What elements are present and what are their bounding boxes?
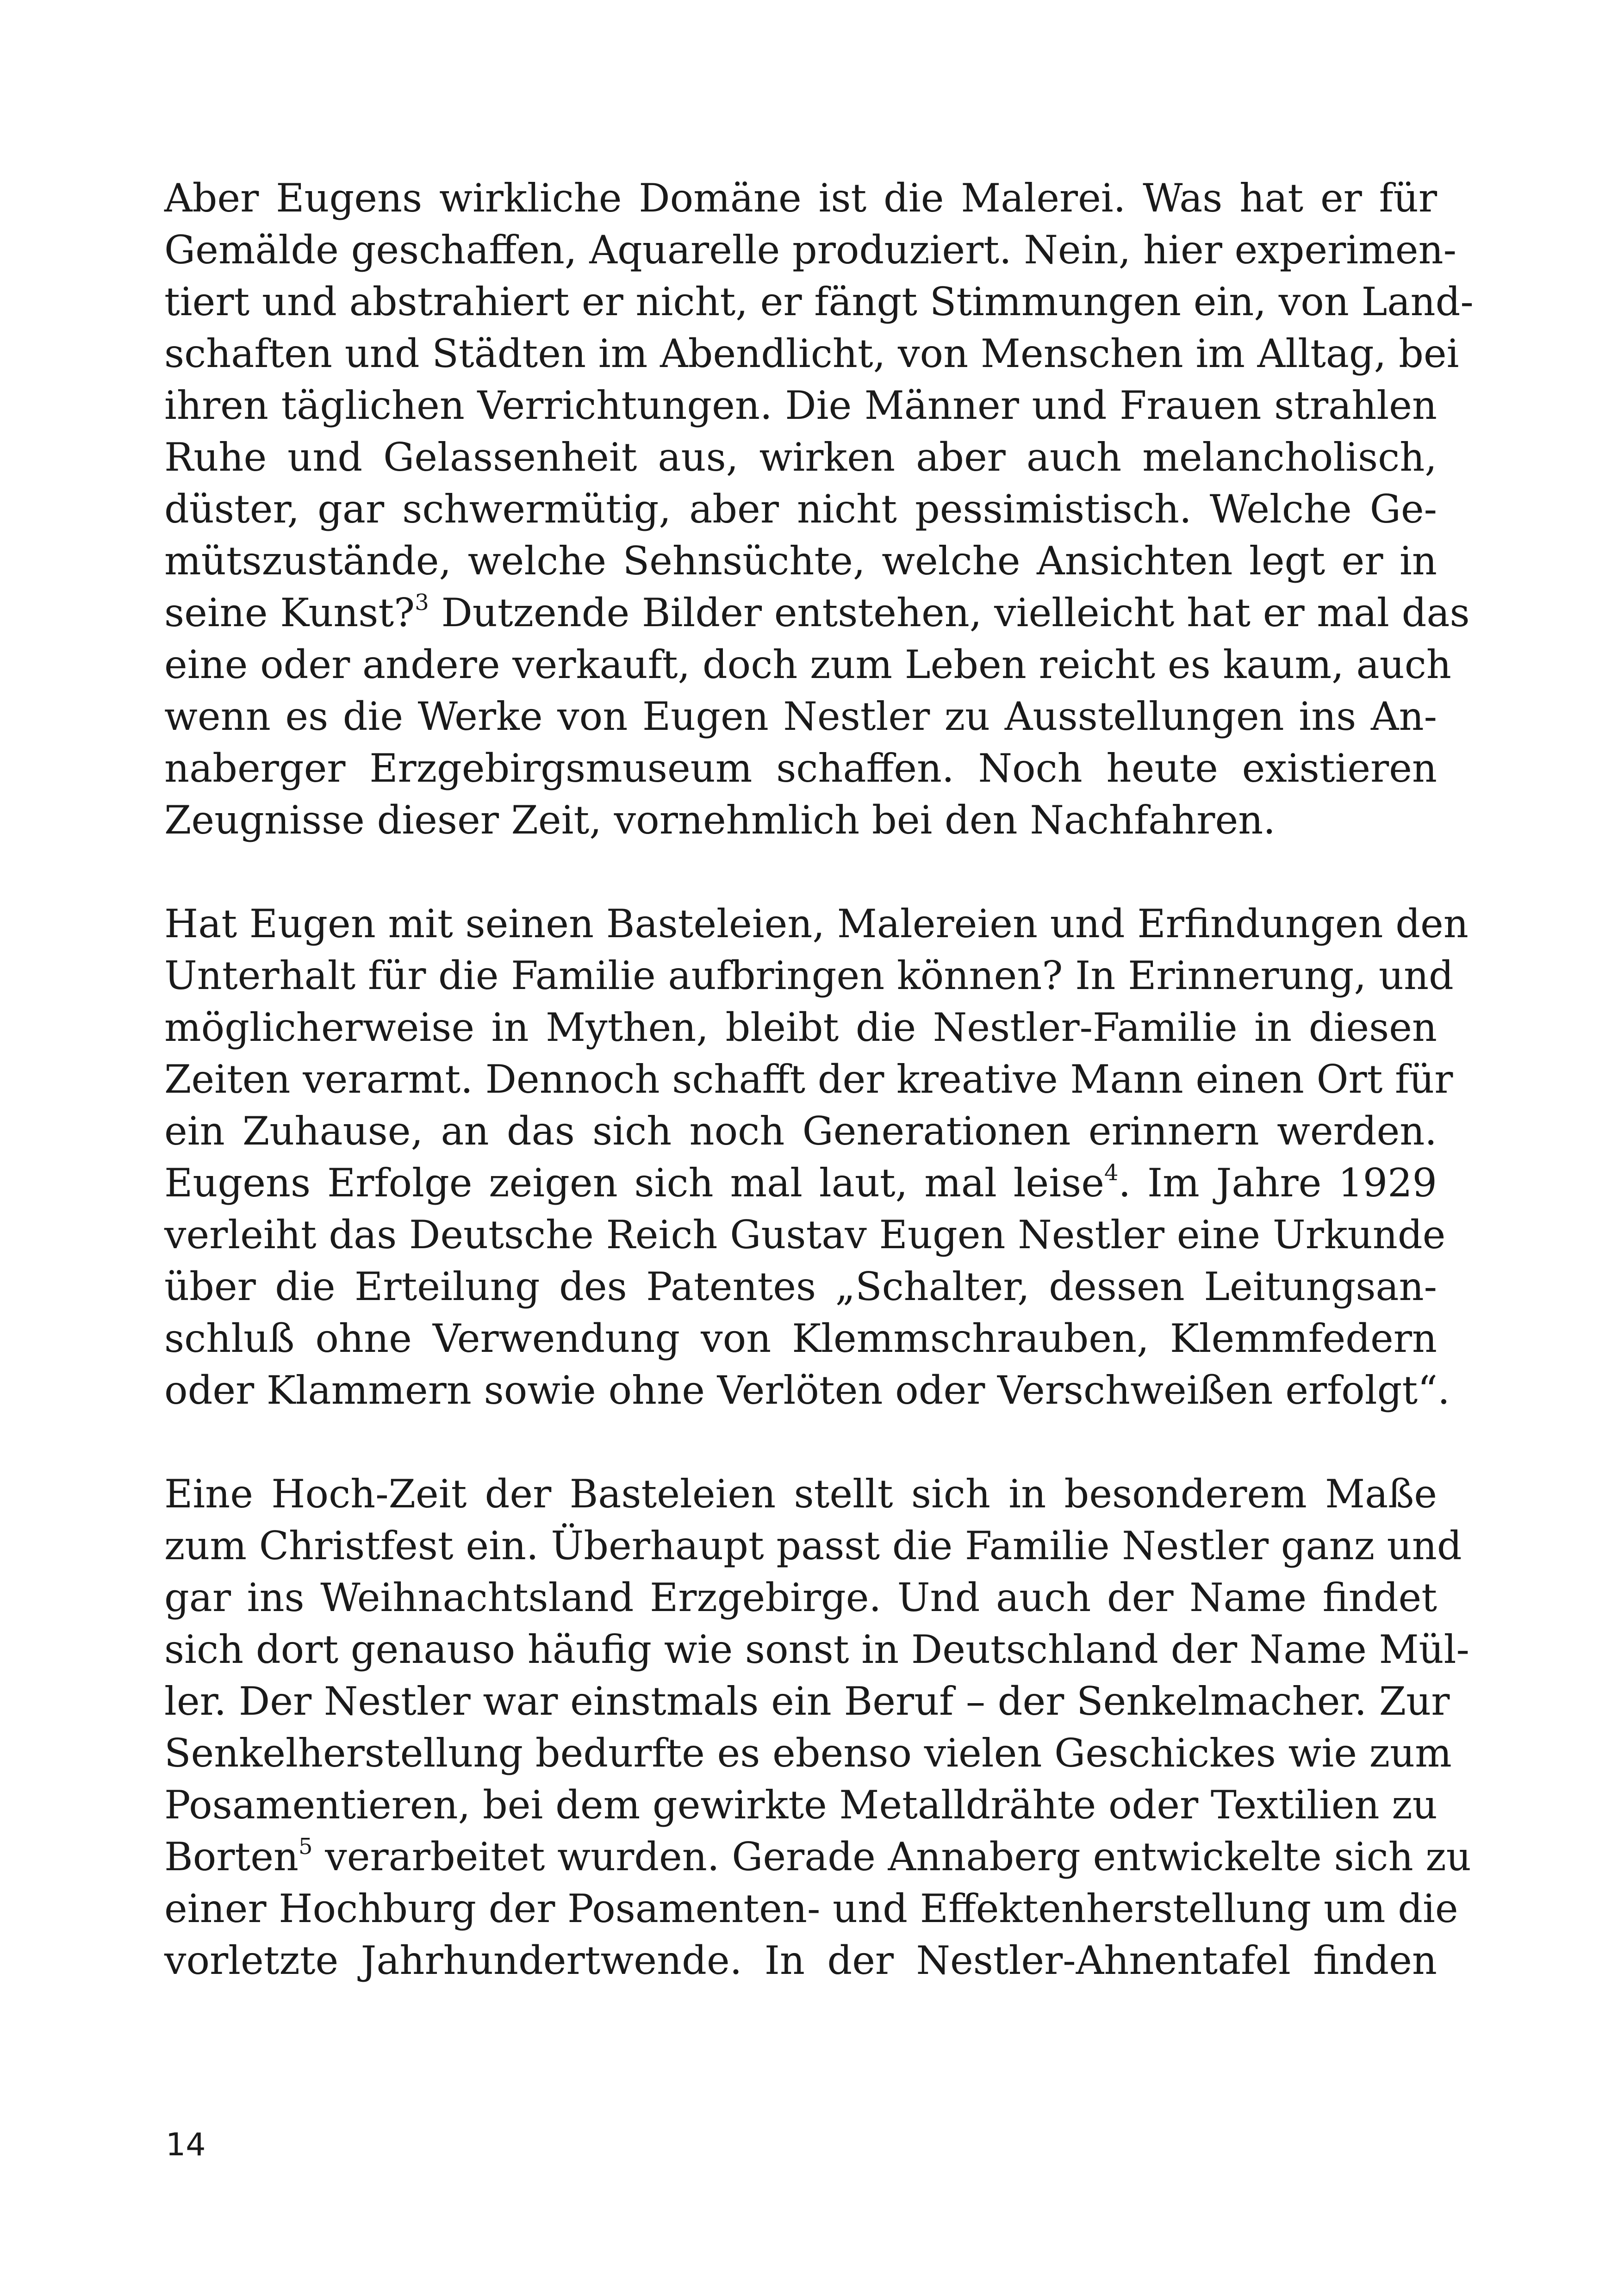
text-line: Unterhalt für die Familie aufbringen können? In Erinnerung, und	[164, 953, 1454, 998]
paragraph-spacer	[164, 1416, 1437, 1468]
text-line-with-footnote	[164, 587, 1470, 639]
footnote-marker: 5	[299, 1834, 313, 1860]
text-line: über die Erteilung des Patentes „Schalter, dessen Leitungsan-	[164, 1264, 1437, 1309]
text-line: vorletzte Jahrhundertwende. In der Nestler-Ahnentafel finden	[164, 1938, 1437, 1983]
line-text: Dutzende Bilder entstehen, vielleicht hat er mal das	[429, 590, 1470, 635]
text-line: möglicherweise in Mythen, bleibt die Nestler-Familie in diesen	[164, 1005, 1437, 1050]
text-line-with-footnote	[164, 1831, 1471, 1883]
text-line: Zeugnisse dieser Zeit, vornehmlich bei den Nachfahren.	[164, 797, 1276, 843]
text-line: Posamentieren, bei dem gewirkte Metalldrähte oder Textilien zu	[164, 1782, 1438, 1828]
body-text	[164, 172, 1474, 1986]
text-line: naberger Erzgebirgsmuseum schaffen. Noch heute existieren	[164, 746, 1437, 791]
text-line: ein Zuhause, an das sich noch Generationen erinnern werden.	[164, 1108, 1437, 1154]
text-line: mütszustände, welche Sehnsüchte, welche Ansichten legt er in	[164, 538, 1437, 584]
paragraph-1	[164, 172, 1474, 846]
line-text: . Im Jahre 1929	[1118, 1160, 1437, 1206]
text-line: ihren täglichen Verrichtungen. Die Männer und Frauen strahlen	[164, 383, 1437, 428]
text-line: verleiht das Deutsche Reich Gustav Eugen Nestler eine Urkunde	[164, 1212, 1446, 1257]
text-line: tiert und abstrahiert er nicht, er fängt Stimmungen ein, von Land-	[164, 279, 1474, 324]
line-text: seine Kunst?	[164, 590, 415, 635]
text-line: schluß ohne Verwendung von Klemmschrauben, Klemmfedern	[164, 1316, 1437, 1361]
paragraph-3	[164, 1468, 1471, 1986]
footnote-marker: 4	[1104, 1160, 1119, 1186]
paragraph-spacer	[164, 846, 1437, 898]
text-line: wenn es die Werke von Eugen Nestler zu Ausstellungen ins An-	[164, 694, 1437, 739]
text-line: gar ins Weihnachtsland Erzgebirge. Und auch der Name findet	[164, 1575, 1437, 1620]
paragraph-2	[164, 898, 1469, 1416]
text-line: zum Christfest ein. Überhaupt passt die Familie Nestler ganz und	[164, 1523, 1462, 1568]
text-line: Zeiten verarmt. Dennoch schafft der kreative Mann einen Ort für	[164, 1057, 1453, 1102]
line-text: verarbeitet wurden. Gerade Annaberg entwickelte sich zu	[312, 1834, 1471, 1879]
text-line: Eine Hoch-Zeit der Basteleien stellt sich in besonderem Maße	[164, 1471, 1437, 1517]
text-line: Ruhe und Gelassenheit aus, wirken aber auch melancholisch,	[164, 435, 1437, 480]
text-line: Aber Eugens wirkliche Domäne ist die Malerei. Was hat er für	[164, 175, 1437, 221]
text-line: einer Hochburg der Posamenten- und Effektenherstellung um die	[164, 1886, 1458, 1931]
text-line: eine oder andere verkauft, doch zum Leben reicht es kaum, auch	[164, 642, 1451, 687]
footnote-marker: 3	[415, 590, 429, 616]
text-line: schaften und Städten im Abendlicht, von Menschen im Alltag, bei	[164, 331, 1459, 376]
text-line: oder Klammern sowie ohne Verlöten oder Verschweißen erfolgt“.	[164, 1368, 1450, 1413]
text-line: düster, gar schwermütig, aber nicht pessimistisch. Welche Ge-	[164, 486, 1437, 532]
text-line: Senkelherstellung bedurfte es ebenso vielen Geschickes wie zum	[164, 1730, 1452, 1776]
text-line: sich dort genauso häufig wie sonst in Deutschland der Name Mül-	[164, 1627, 1469, 1672]
line-text: Eugens Erfolge zeigen sich mal laut, mal leise	[164, 1160, 1104, 1206]
text-line-with-footnote	[164, 1157, 1437, 1209]
line-text: Borten	[164, 1834, 299, 1879]
page-number: 14	[166, 2127, 206, 2163]
text-line: ler. Der Nestler war einstmals ein Beruf – der Senkelmacher. Zur	[164, 1679, 1450, 1724]
text-line: Gemälde geschaffen, Aquarelle produziert. Nein, hier experimen-	[164, 227, 1456, 273]
text-line: Hat Eugen mit seinen Basteleien, Malereien und Erfindungen den	[164, 901, 1469, 946]
